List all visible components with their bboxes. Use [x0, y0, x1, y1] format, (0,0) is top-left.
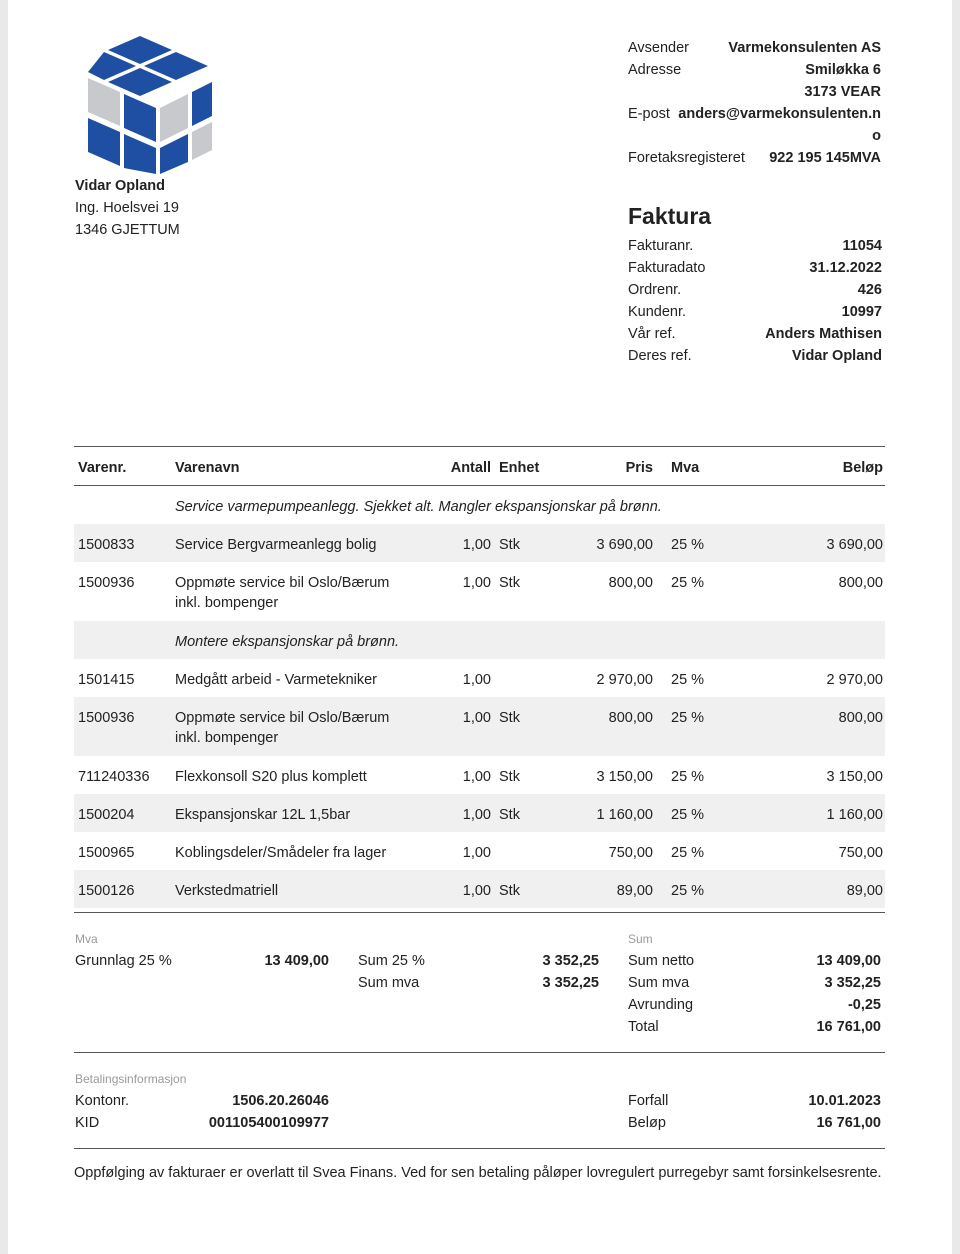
row-belop: 800,00: [838, 710, 883, 726]
row-mva: 25 %: [671, 845, 705, 861]
row-varenavn-line2: inkl. bompenger: [175, 730, 279, 746]
header-belop: Beløp: [842, 460, 883, 476]
table-header: [74, 447, 885, 485]
invoice-field-label: Deres ref.: [628, 348, 692, 364]
row-antall: 1,00: [462, 845, 491, 861]
row-pris: 89,00: [616, 883, 653, 899]
sum-label: Avrunding: [628, 997, 694, 1013]
row-varenr: 1501415: [78, 672, 135, 688]
invoice-title: Faktura: [628, 203, 712, 229]
table-note-row: [74, 486, 885, 524]
kid-label: KID: [75, 1115, 100, 1131]
row-mva: 25 %: [671, 807, 705, 823]
row-belop: 800,00: [838, 575, 883, 591]
row-mva: 25 %: [671, 710, 705, 726]
row-varenavn: Service Bergvarmeanlegg bolig: [175, 537, 377, 553]
customer-street: Ing. Hoelsvei 19: [75, 200, 179, 216]
payment-belop-value: 16 761,00: [816, 1115, 881, 1131]
table-row: [74, 756, 885, 794]
summva-value: 3 352,25: [542, 975, 599, 991]
sum25-label: Sum 25 %: [358, 953, 425, 969]
table-row: [74, 832, 885, 870]
row-mva: 25 %: [671, 769, 705, 785]
row-varenavn-line2: inkl. bompenger: [175, 595, 279, 611]
table-row: [74, 697, 885, 756]
invoice-field-value: Vidar Opland: [792, 348, 882, 364]
header-mva: Mva: [671, 460, 700, 476]
row-belop: 1 160,00: [826, 807, 883, 823]
sum-label: Sum netto: [628, 953, 695, 969]
row-pris: 3 150,00: [596, 769, 653, 785]
row-varenavn: Oppmøte service bil Oslo/Bærum: [175, 710, 390, 726]
table-row: [74, 870, 885, 908]
table-row: [74, 524, 885, 562]
sum-value: 16 761,00: [816, 1019, 881, 1035]
row-varenavn: Ekspansjonskar 12L 1,5bar: [175, 807, 351, 823]
invoice-page: [8, 0, 952, 1254]
footer-note: Oppfølging av fakturaer er overlatt til Svea Finans. Ved for sen betaling påløper lovregulert purregebyr samt forsinkelsesrente.: [74, 1165, 882, 1181]
header-enhet: Enhet: [499, 460, 540, 476]
kid-value: 001105400109977: [208, 1115, 329, 1131]
row-belop: 89,00: [846, 883, 883, 899]
invoice-field-label: Kundenr.: [628, 304, 687, 320]
row-varenavn: Koblingsdeler/Smådeler fra lager: [175, 845, 387, 861]
email-value-cont: o: [872, 128, 881, 144]
sum-value: 13 409,00: [816, 953, 881, 969]
org-register-label: Foretaksregisteret: [628, 150, 745, 166]
row-enhet: Stk: [499, 537, 520, 553]
kontonr-label: Kontonr.: [75, 1093, 130, 1109]
row-antall: 1,00: [462, 883, 491, 899]
header-antall: Antall: [450, 460, 491, 476]
payment-belop-label: Beløp: [628, 1115, 666, 1131]
row-note: Service varmepumpeanlegg. Sjekket alt. Mangler ekspansjonskar på brønn.: [175, 499, 662, 515]
invoice-field-value: Anders Mathisen: [765, 326, 882, 342]
forfall-label: Forfall: [628, 1093, 669, 1109]
address-value: Smiløkka 6: [805, 62, 881, 78]
invoice-field-value: 426: [857, 282, 882, 298]
customer-city: 1346 GJETTUM: [75, 222, 180, 238]
row-mva: 25 %: [671, 575, 705, 591]
invoice-field-value: 10997: [841, 304, 882, 320]
org-register-value: 922 195 145MVA: [769, 150, 881, 166]
invoice-field-value: 11054: [842, 238, 882, 254]
row-enhet: Stk: [499, 710, 520, 726]
email-value: anders@varmekonsulenten.n: [678, 106, 881, 122]
sum25-value: 3 352,25: [542, 953, 599, 969]
cube-logo: [84, 34, 224, 176]
forfall-value: 10.01.2023: [808, 1093, 881, 1109]
sender-label: Avsender: [628, 40, 689, 56]
row-belop: 3 690,00: [826, 537, 883, 553]
row-pris: 800,00: [608, 575, 653, 591]
table-note-row: [74, 621, 885, 659]
row-antall: 1,00: [462, 672, 491, 688]
summva-label: Sum mva: [358, 975, 420, 991]
row-enhet: Stk: [499, 769, 520, 785]
sender-value: Varmekonsulenten AS: [728, 40, 881, 56]
row-pris: 750,00: [608, 845, 653, 861]
row-varenr: 1500936: [78, 575, 135, 591]
row-enhet: Stk: [499, 883, 520, 899]
row-antall: 1,00: [462, 537, 491, 553]
invoice-field-value: 31.12.2022: [809, 260, 882, 276]
invoice-field-label: Vår ref.: [628, 326, 676, 342]
header-pris: Pris: [625, 460, 653, 476]
row-mva: 25 %: [671, 672, 705, 688]
row-mva: 25 %: [671, 883, 705, 899]
sum-value: -0,25: [847, 997, 881, 1013]
row-varenr: 1500126: [78, 883, 135, 899]
row-pris: 1 160,00: [596, 807, 653, 823]
row-varenr: 1500936: [78, 710, 135, 726]
header-varenr: Varenr.: [78, 460, 127, 476]
payment-section-label: Betalingsinformasjon: [75, 1072, 187, 1086]
row-enhet: Stk: [499, 807, 520, 823]
row-antall: 1,00: [462, 807, 491, 823]
invoice-field-label: Fakturadato: [628, 260, 706, 276]
sum-label: Total: [628, 1019, 659, 1035]
row-varenr: 1500965: [78, 845, 135, 861]
table-row: [74, 562, 885, 621]
mva-section-label: Mva: [75, 932, 98, 946]
row-antall: 1,00: [462, 769, 491, 785]
row-pris: 3 690,00: [596, 537, 653, 553]
row-varenr: 1500204: [78, 807, 135, 823]
sum-label: Sum mva: [628, 975, 690, 991]
email-label: E-post: [628, 106, 670, 122]
row-belop: 3 150,00: [826, 769, 883, 785]
row-varenr: 711240336: [78, 769, 150, 785]
row-varenavn: Oppmøte service bil Oslo/Bærum: [175, 575, 390, 591]
row-varenr: 1500833: [78, 537, 135, 553]
grunnlag-value: 13 409,00: [264, 953, 329, 969]
address-city-value: 3173 VEAR: [804, 84, 881, 100]
sum-value: 3 352,25: [824, 975, 881, 991]
row-pris: 2 970,00: [596, 672, 653, 688]
row-pris: 800,00: [608, 710, 653, 726]
row-varenavn: Medgått arbeid - Varmetekniker: [175, 672, 378, 688]
address-label: Adresse: [628, 62, 682, 78]
row-antall: 1,00: [462, 710, 491, 726]
invoice-field-label: Ordrenr.: [628, 282, 682, 298]
row-belop: 2 970,00: [826, 672, 883, 688]
customer-name: Vidar Opland: [75, 178, 165, 194]
row-mva: 25 %: [671, 537, 705, 553]
row-varenavn: Verkstedmatriell: [175, 883, 279, 899]
row-varenavn: Flexkonsoll S20 plus komplett: [175, 769, 367, 785]
row-note: Montere ekspansjonskar på brønn.: [175, 634, 400, 650]
kontonr-value: 1506.20.26046: [232, 1093, 329, 1109]
grunnlag-label: Grunnlag 25 %: [75, 953, 172, 969]
header-varenavn: Varenavn: [175, 460, 240, 476]
table-row: [74, 794, 885, 832]
table-row: [74, 659, 885, 697]
invoice-field-label: Fakturanr.: [628, 238, 694, 254]
row-antall: 1,00: [462, 575, 491, 591]
sum-section-label: Sum: [628, 932, 653, 946]
row-belop: 750,00: [838, 845, 883, 861]
row-enhet: Stk: [499, 575, 520, 591]
